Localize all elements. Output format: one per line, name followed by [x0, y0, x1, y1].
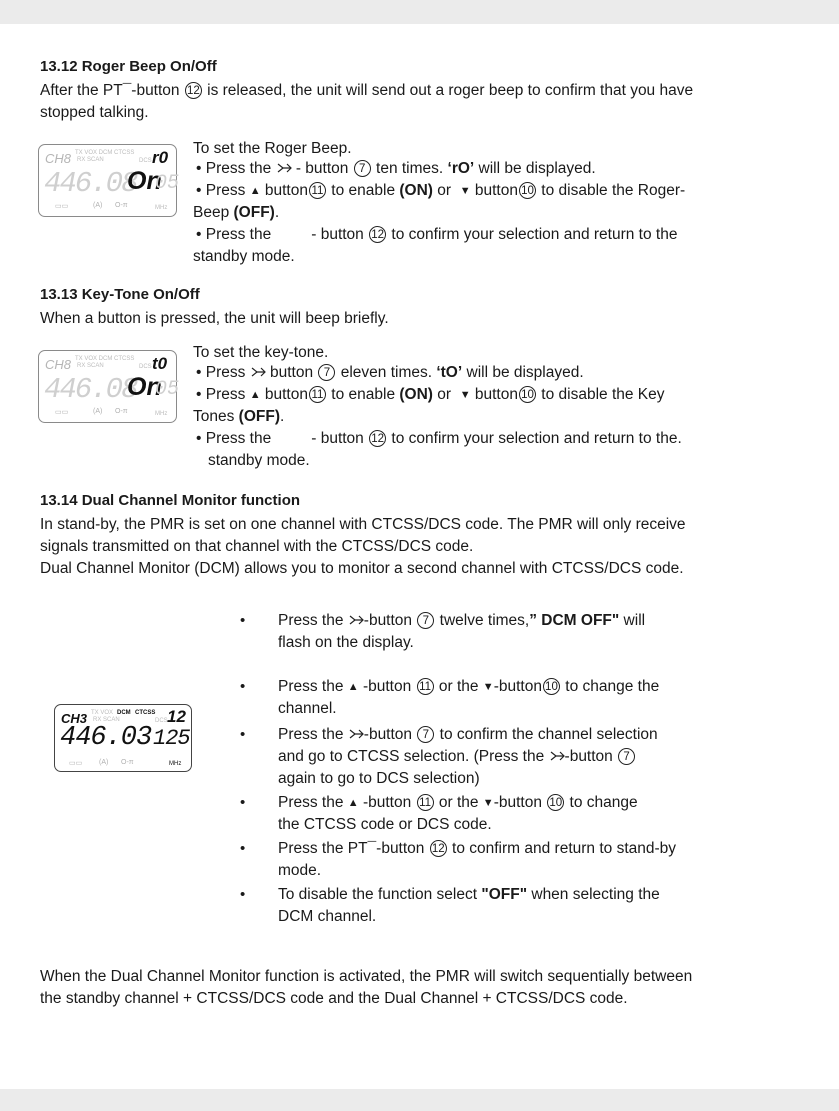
lcd-mhz: MHz [155, 205, 168, 211]
roger-intro-line2: stopped talking. [40, 104, 149, 121]
dcm-step-5-cont: mode. [278, 862, 322, 879]
lcd-state: On [127, 167, 162, 195]
dcm-intro-line2: signals transmitted on that channel with the CTCSS/DCS code. [40, 538, 474, 555]
lcd-rx-row: RX SCAN [93, 717, 120, 723]
num-11-badge: 11 [417, 678, 434, 695]
menu-key-icon [276, 162, 292, 174]
dcm-closing-line2: the standby channel + CTCSS/DCS code and the Dual Channel + CTCSS/DCS code. [40, 990, 628, 1007]
lcd-mhz: MHz [155, 411, 168, 417]
num-7-badge: 7 [417, 726, 434, 743]
dcm-step-4: Press the ▲ -button 11 or the ▼-button 10 to change [278, 794, 638, 811]
up-arrow-icon: ▲ [347, 797, 359, 809]
key-lock-icon: O-π [115, 408, 128, 415]
lcd-display-dcm [54, 704, 192, 772]
lcd-frequency: 446.08 [44, 373, 137, 406]
up-arrow-icon: ▲ [249, 389, 261, 401]
roger-step-3: • Press the - button 12 to confirm your selection and return to the [196, 226, 678, 243]
num-7-badge: 7 [618, 748, 635, 765]
key-tone-intro: When a button is pressed, the unit will beep briefly. [40, 310, 389, 327]
roger-set-title: To set the Roger Beep. [193, 140, 352, 157]
lcd-tx-row: TX VOX DCM CTCSS [75, 356, 135, 362]
bullet: • [240, 612, 246, 629]
roger-step-1: • Press the - button 7 ten times. ‘rO’ will be displayed. [196, 160, 596, 177]
lcd-code: 12 [167, 707, 186, 726]
lcd-code: r0 [152, 148, 169, 167]
lcd-small-digits: 05 [155, 378, 180, 401]
lcd-rx-row: RX SCAN [77, 157, 104, 163]
dcm-step-3: Press the -button 7 to confirm the channel selection [278, 726, 658, 743]
key-tone-set-title: To set the key-tone. [193, 344, 329, 361]
lcd-display-roger [38, 144, 180, 217]
num-10-badge: 10 [547, 794, 564, 811]
num-7-badge: 7 [417, 612, 434, 629]
lcd-display-key-tone [38, 350, 180, 423]
section-heading-roger-beep: 13.12 Roger Beep On/Off [40, 58, 217, 75]
dcm-closing-line1: When the Dual Channel Monitor function is activated, the PMR will switch sequentially between [40, 968, 693, 985]
battery-icon: ▭▭ [69, 760, 83, 767]
dcm-step-6: To disable the function select "OFF" when selecting the [278, 886, 660, 903]
num-11-badge: 11 [417, 794, 434, 811]
down-arrow-icon: ▼ [459, 185, 471, 197]
dcm-step-3-cont2: again to go to DCS selection) [278, 770, 480, 787]
key-tone-step-3: • Press the - button 12 to confirm your selection and return to the. [196, 430, 682, 447]
lcd-channel: CH8 [45, 151, 72, 166]
lcd-frequency: 446.08 [44, 167, 137, 200]
num-11-badge: 11 [309, 386, 326, 403]
num-10-badge: 10 [543, 678, 560, 695]
roger-step-3-cont: standby mode. [193, 248, 295, 265]
lcd-mhz: MHz [169, 761, 182, 767]
lcd-frequency: 446.03 [60, 723, 152, 753]
num-12-badge: 12 [185, 82, 202, 99]
battery-icon: ▭▭ [55, 409, 69, 416]
roger-step-2: • Press ▲ button 11 to enable (ON) or ▼ button 10 to disable the Roger- [196, 182, 686, 199]
menu-key-icon [250, 366, 266, 378]
key-tone-step-2: • Press ▲ button 11 to enable (ON) or ▼ button 10 to disable the Key [196, 386, 665, 403]
bullet: • [240, 840, 246, 857]
key-tone-step-1: • Press button 7 eleven times. ‘tO’ will be displayed. [196, 364, 584, 381]
dcm-step-6-cont: DCM channel. [278, 908, 377, 925]
up-arrow-icon: ▲ [249, 185, 261, 197]
roger-intro-line1: After the PT¯-button 12 is released, the unit will send out a roger beep to confirm that you have [40, 82, 694, 99]
dcm-step-2: Press the ▲ -button 11 or the ▼-button 10 to change the [278, 678, 660, 695]
num-10-badge: 10 [519, 386, 536, 403]
alert-icon: (A) [93, 202, 103, 209]
key-lock-icon: O-π [115, 202, 128, 209]
alert-icon: (A) [99, 759, 109, 766]
menu-key-icon [348, 614, 364, 626]
num-12-badge: 12 [369, 226, 386, 243]
lcd-small-digits: 05 [155, 172, 180, 195]
num-12-badge: 12 [369, 430, 386, 447]
ptt-label: PT¯ [102, 82, 132, 99]
lcd-rx-row: RX SCAN [77, 363, 104, 369]
section-heading-dcm: 13.14 Dual Channel Monitor function [40, 492, 301, 509]
lcd-ctcss-indicator: CTCSS [135, 710, 156, 716]
up-arrow-icon: ▲ [347, 681, 359, 693]
roger-step-2-cont: Beep (OFF). [193, 204, 280, 221]
lcd-dcs-label: DCS [139, 158, 152, 164]
lcd-code: t0 [152, 354, 168, 373]
bullet: • [240, 726, 246, 743]
lcd-tx-row: TX VOX DCM CTCSS [75, 150, 135, 156]
lcd-channel: CH8 [45, 357, 72, 372]
down-arrow-icon: ▼ [459, 389, 471, 401]
bullet: • [240, 678, 246, 695]
bullet: • [240, 794, 246, 811]
bullet: • [240, 886, 246, 903]
alert-icon: (A) [93, 408, 103, 415]
manual-page [0, 24, 839, 1089]
lcd-state: On [127, 373, 162, 401]
lcd-dcs-label: DCS [139, 364, 152, 370]
battery-icon: ▭▭ [55, 203, 69, 210]
num-7-badge: 7 [354, 160, 371, 177]
menu-key-icon [549, 750, 565, 762]
key-tone-step-3-cont: standby mode. [208, 452, 310, 469]
ptt-label: PT¯ [347, 840, 377, 857]
dcm-intro-line3: Dual Channel Monitor (DCM) allows you to monitor a second channel with CTCSS/DCS code. [40, 560, 684, 577]
dcm-intro-line1: In stand-by, the PMR is set on one channel with CTCSS/DCS code. The PMR will only receive [40, 516, 686, 533]
dcm-step-5: Press the PT¯-button 12 to confirm and return to stand-by [278, 840, 677, 857]
menu-key-icon [348, 728, 364, 740]
key-lock-icon: O-π [121, 759, 134, 766]
lcd-small-digits: 125 [153, 726, 190, 751]
dcm-step-1: Press the -button 7 twelve times,” DCM OFF" will [278, 612, 646, 629]
num-11-badge: 11 [309, 182, 326, 199]
key-tone-step-2-cont: Tones (OFF). [193, 408, 285, 425]
section-heading-key-tone: 13.13 Key-Tone On/Off [40, 286, 200, 303]
num-10-badge: 10 [519, 182, 536, 199]
lcd-dcs-label: DCS [155, 718, 168, 724]
lcd-tx-row: TX VOX [91, 710, 114, 716]
dcm-step-4-cont: the CTCSS code or DCS code. [278, 816, 492, 833]
dcm-step-2-cont: channel. [278, 700, 337, 717]
lcd-channel: CH3 [61, 711, 88, 726]
down-arrow-icon: ▼ [482, 681, 494, 693]
lcd-dcm-indicator: DCM [117, 710, 131, 716]
dcm-step-1-cont: flash on the display. [278, 634, 414, 651]
num-12-badge: 12 [430, 840, 447, 857]
dcm-step-3-cont: and go to CTCSS selection. (Press the -button 7 [278, 746, 636, 768]
down-arrow-icon: ▼ [482, 797, 494, 809]
num-7-badge: 7 [318, 364, 335, 381]
